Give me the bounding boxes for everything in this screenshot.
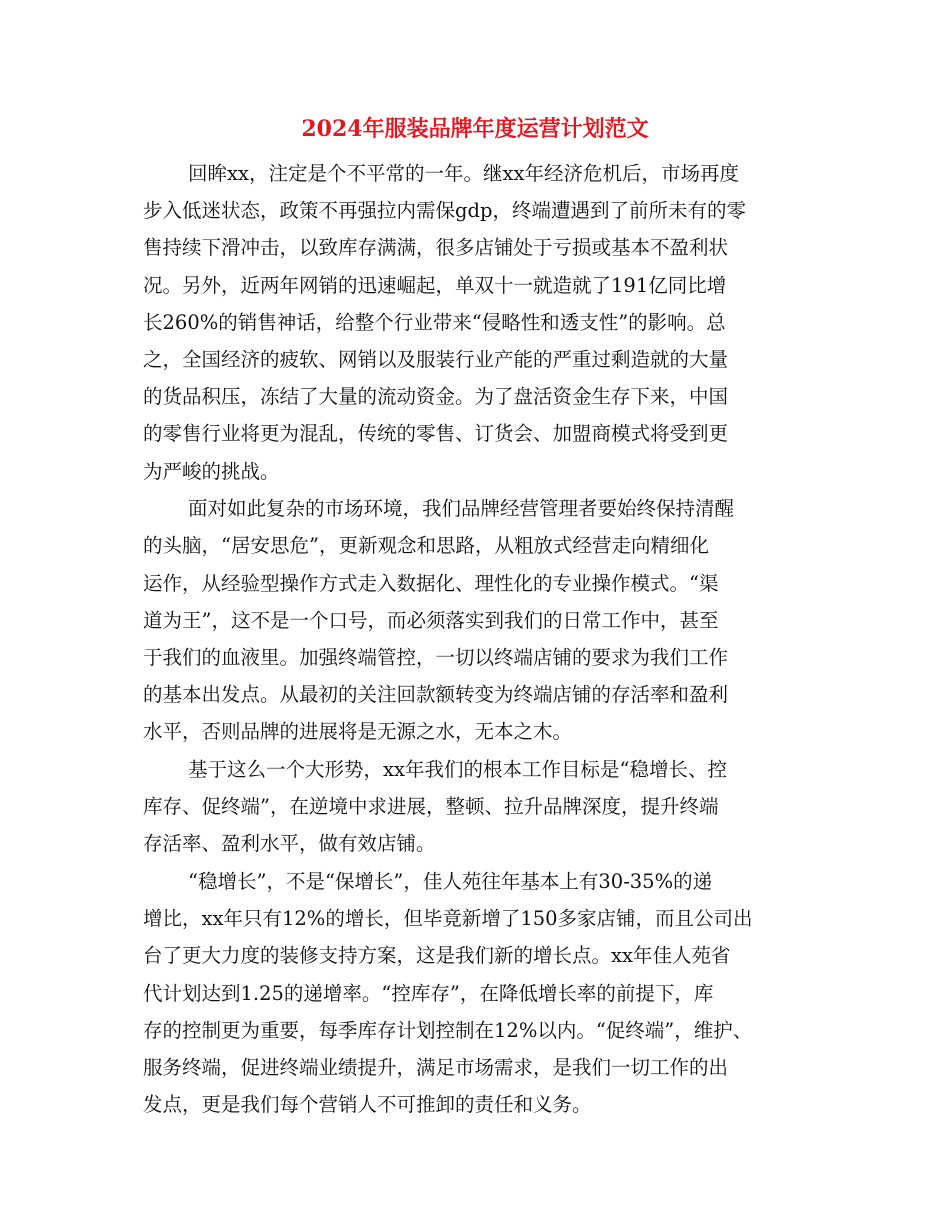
document-title: 2024年服装品牌年度运营计划范文: [301, 116, 649, 142]
text-line: 发点，更是我们每个营销人不可推卸的责任和义务。: [143, 1093, 592, 1117]
text-line: 之，全国经济的疲软、网销以及服装行业产能的严重过剩造就的大量: [143, 347, 729, 371]
text-line: 的零售行业将更为混乱，传统的零售、订货会、加盟商模式将受到更: [143, 422, 729, 446]
text-line: 台了更大力度的装修支持方案，这是我们新的增长点。xx年佳人苑省: [143, 944, 731, 968]
text-line: 存活率、盈利水平，做有效店铺。: [143, 832, 436, 856]
paragraph-2: [143, 490, 807, 750]
text-line: 为严峻的挑战。: [143, 459, 280, 483]
text-line: 的货品积压，冻结了大量的流动资金。为了盘活资金生存下来，中国: [143, 385, 729, 409]
text-line: 的基本出发点。从最初的关注回款额转变为终端店铺的存活率和盈利: [143, 683, 729, 707]
text-line: 运作，从经验型操作方式走入数据化、理性化的专业操作模式。“渠: [143, 571, 719, 595]
text-line: 存的控制更为重要，每季库存计划控制在12%以内。“促终端”，维护、: [143, 1018, 753, 1042]
text-line: 于我们的血液里。加强终端管控，一切以终端店铺的要求为我们工作: [143, 645, 729, 669]
text-line: 况。另外，近两年网销的迅速崛起，单双十一就造就了191亿同比增: [143, 273, 727, 297]
text-line: 面对如此复杂的市场环境，我们品牌经营管理者要始终保持清醒: [188, 497, 735, 521]
document-body: [143, 155, 807, 1123]
text-line: 服务终端，促进终端业绩提升，满足市场需求，是我们一切工作的出: [143, 1056, 729, 1079]
text-line: 水平，否则品牌的进展将是无源之水，无本之木。: [143, 720, 573, 744]
text-line: 基于这么一个大形势，xx年我们的根本工作目标是“稳增长、控: [188, 758, 727, 781]
text-line: 售持续下滑冲击，以致库存满满，很多店铺处于亏损或基本不盈利状: [143, 236, 729, 260]
text-line: 增比，xx年只有12%的增长，但毕竟新增了150多家店铺，而且公司出: [143, 907, 753, 931]
text-line: 的头脑，“居安思危”，更新观念和思路，从粗放式经营走向精细化: [143, 534, 709, 558]
text-line: 长260%的销售神话，给整个行业带来“侵略性和透支性”的影响。总: [143, 310, 726, 334]
paragraph-3: [143, 751, 807, 863]
text-line: 道为王”，这不是一个口号，而必须落实到我们的日常工作中，甚至: [143, 608, 719, 632]
text-line: 代计划达到1.25的递增率。“控库存”，在降低增长率的前提下，库: [143, 981, 714, 1005]
text-line: 步入低迷状态，政策不再强拉内需保gdp，终端遭遇到了前所未有的零: [143, 199, 746, 223]
paragraph-1: [143, 155, 807, 490]
text-line: 库存、促终端”，在逆境中求进展，整顿、拉升品牌深度，提升终端: [143, 795, 719, 819]
text-line: “稳增长”，不是“保增长”，佳人苑往年基本上有30-35%的递: [188, 870, 713, 894]
paragraph-4: [143, 863, 807, 1123]
text-line: 回眸xx，注定是个不平常的一年。继xx年经济危机后，市场再度: [188, 162, 739, 185]
